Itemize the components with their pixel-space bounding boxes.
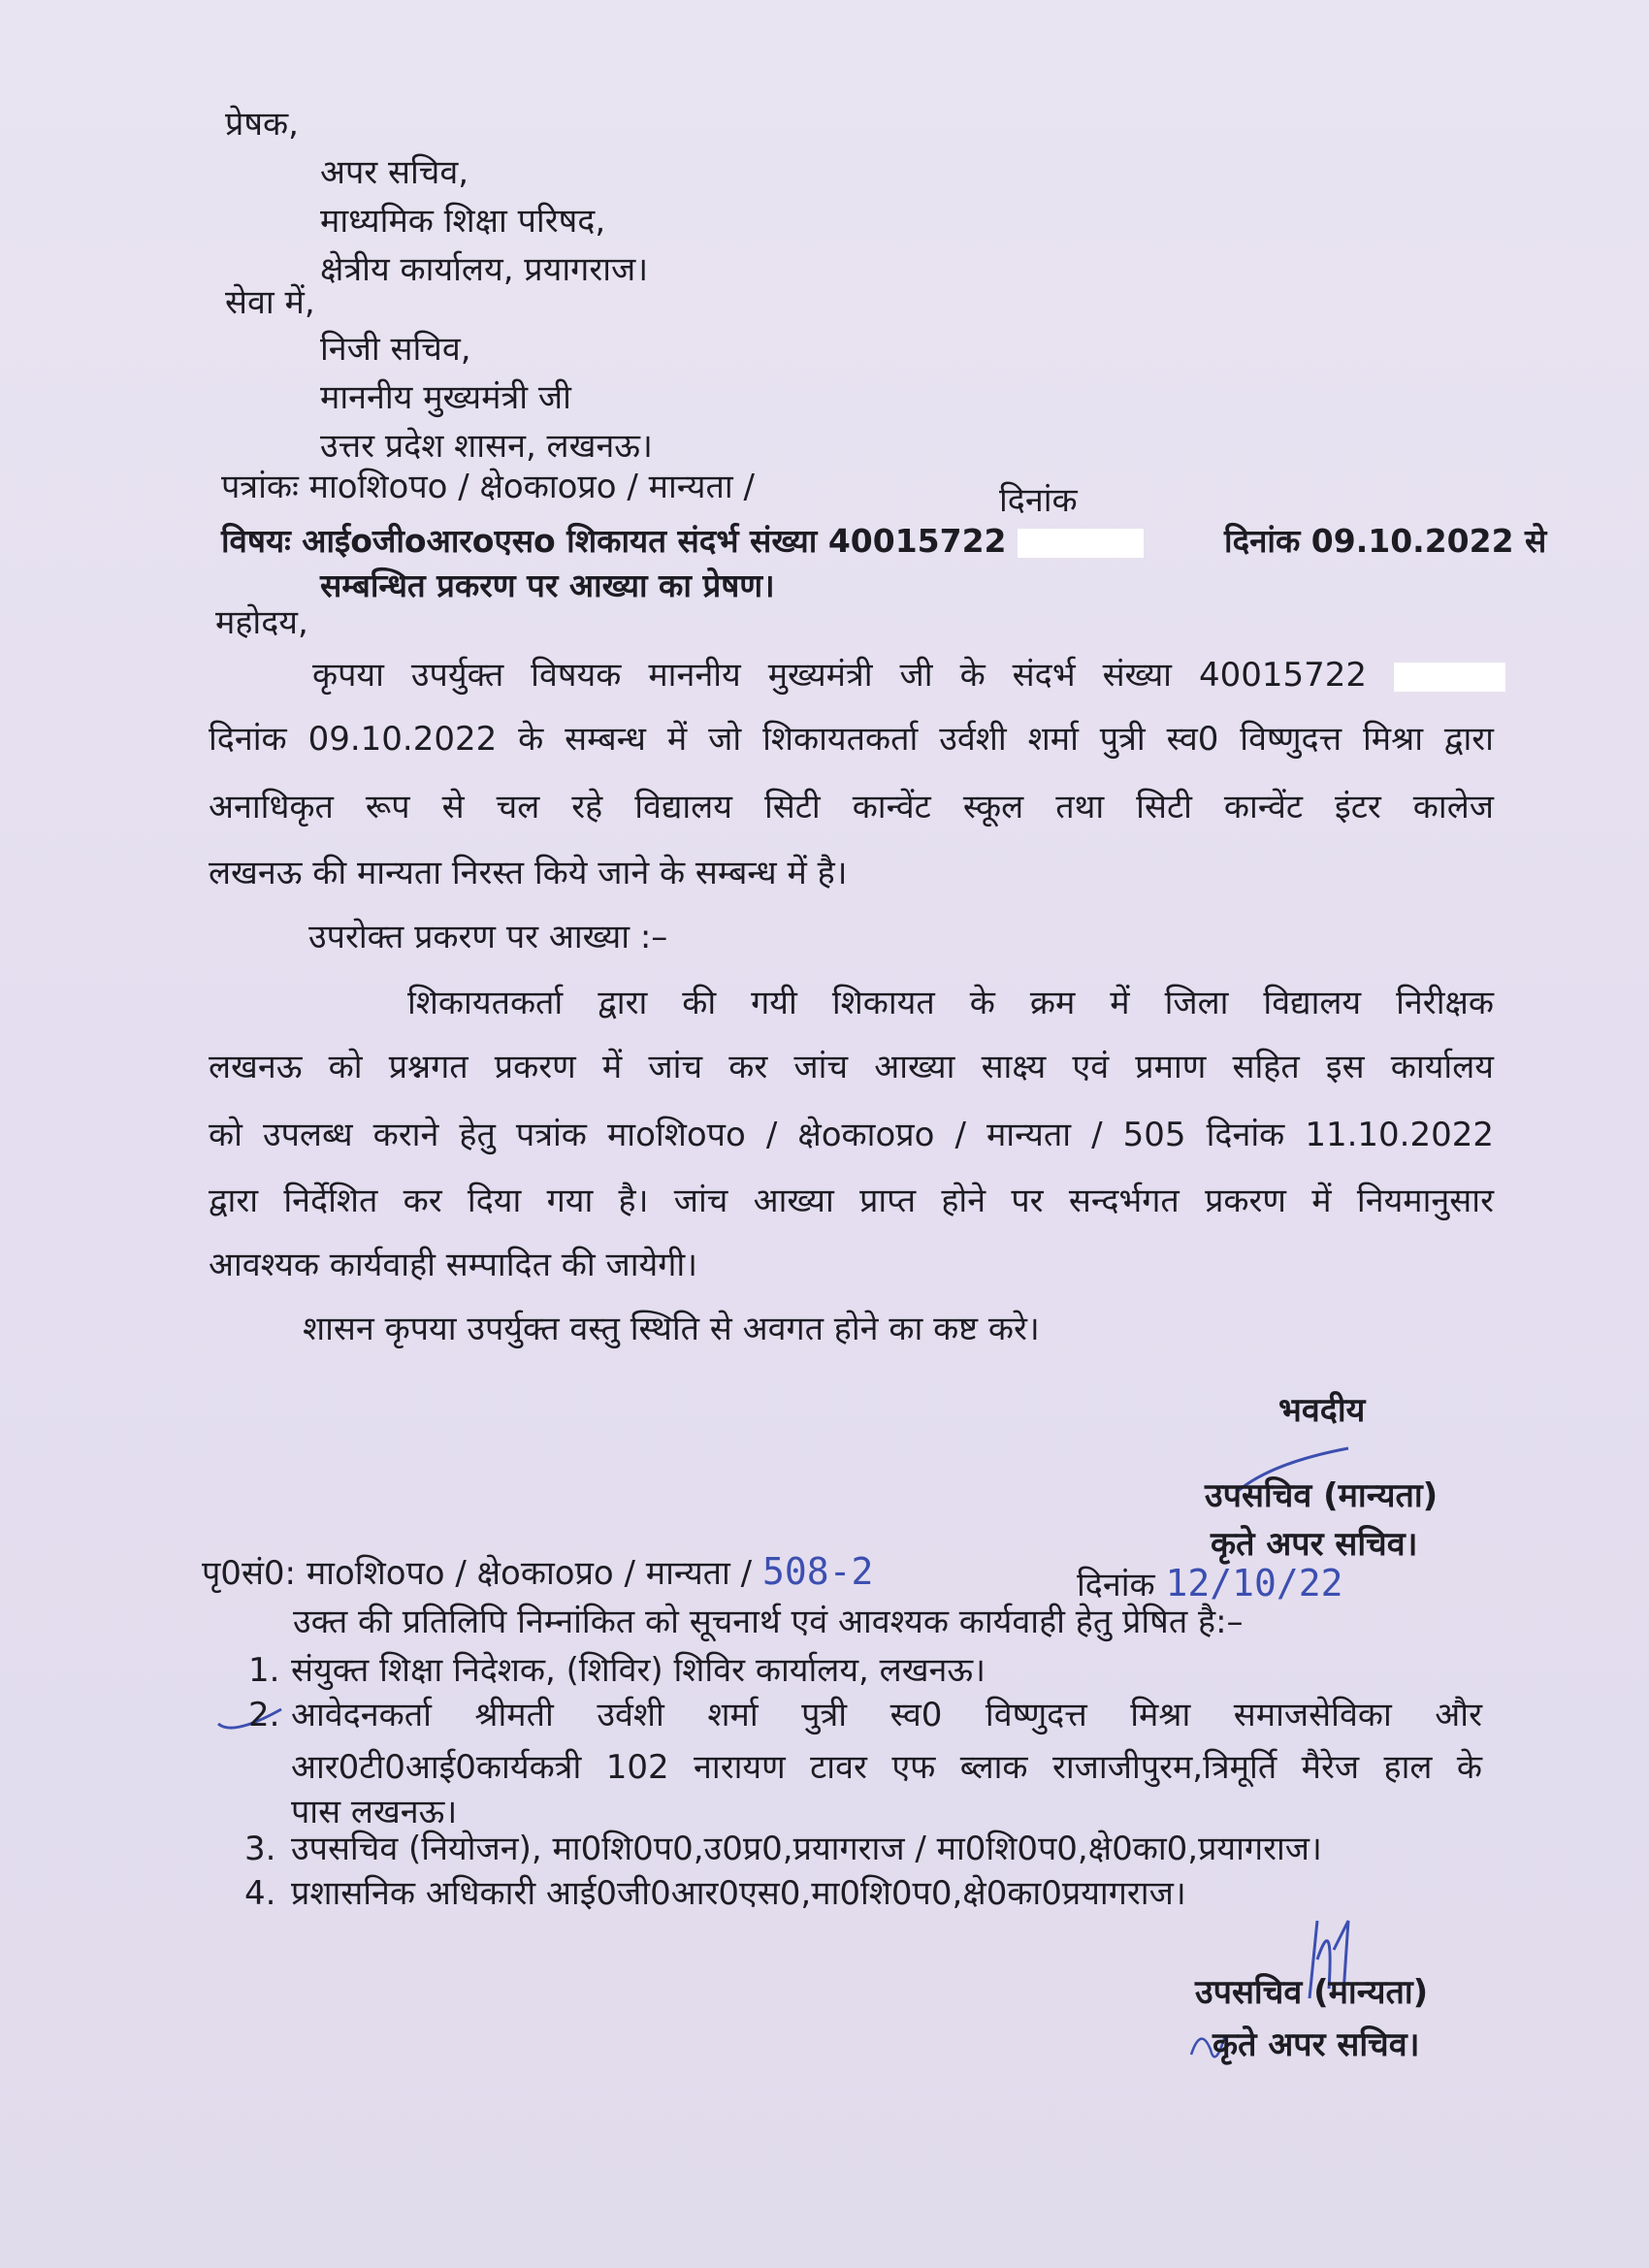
endorsement-date-label: दिनांक [1077,1566,1155,1604]
list-item-2-line-3: पास लखनऊ। [291,1793,458,1831]
sender-line-3: क्षेत्रीय कार्यालय, प्रयागराज। [320,250,649,289]
sender-line-1: अपर सचिव, [320,153,469,192]
endorsement-on-behalf: कृते अपर सचिव। [1212,2025,1420,2064]
redaction-box-2 [1394,663,1505,692]
para2-line-1: शिकायतकर्ता द्वारा की गयी शिकायत के क्रम में जिला विद्यालय निरीक्षक [407,984,1494,1022]
list-item-2-line-2: आर0टी0आई0कार्यकत्री 102 नारायण टावर एफ ब्लाक राजाजीपुरम,त्रिमूर्ति मैरेज हाल के [291,1748,1482,1787]
list-item-4-num: 4. [244,1874,276,1913]
closing-on-behalf: कृते अपर सचिव। [1211,1525,1418,1564]
endorsement-designation: उपसचिव (मान्यता) [1195,1973,1429,2012]
para2-line-3: को उपलब्ध कराने हेतु पत्रांक माoशिoपo / क्षेoकाoप्रo / मान्यता / 505 दिनांक 11.10.2022 [209,1116,1494,1154]
para1-line-1 [312,654,1505,697]
redaction-box [1018,529,1144,558]
endorsement-date-handwritten: 12/10/22 [1165,1562,1343,1604]
list-item-1: संयुक्त शिक्षा निदेशक, (शिविर) शिविर कार्यालय, लखनऊ। [291,1651,986,1690]
closing-yours: भवदीय [1278,1391,1366,1430]
sender-heading: प्रेषक, [225,105,299,144]
closing-designation: उपसचिव (मान्यता) [1205,1476,1439,1515]
endorsement-intro: उक्त की प्रतिलिपि निम्नांकित को सूचनार्थ एवं आवश्यक कार्यवाही हेतु प्रेषित है:– [293,1603,1244,1641]
reference-date-label: दिनांक [999,481,1078,520]
para1-line-3: अनाधिकृत रूप से चल रहे विद्यालय सिटी कान्वेंट स्कूल तथा सिटी कान्वेंट इंटर कालेज [209,788,1494,826]
subject-prefix: विषयः आईoजीoआरoएसo शिकायत संदर्भ संख्या [221,522,818,560]
para2-line-4: द्वारा निर्देशित कर दिया गया है। जांच आख्या प्राप्त होने पर सन्दर्भगत प्रकरण में नियमानुसार [209,1182,1494,1220]
recipient-heading: सेवा में, [225,283,315,322]
recipient-line-3: उत्तर प्रदेश शासन, लखनऊ। [320,427,653,466]
recipient-line-2: माननीय मुख्यमंत्री जी [320,378,571,417]
para2-line-5: आवश्यक कार्यवाही सम्पादित की जायेगी। [209,1246,698,1284]
report-heading: उपरोक्त प्रकरण पर आख्या :– [308,918,668,956]
endorsement-ref-handwritten: 508-2 [761,1550,874,1593]
para1-line-4: लखनऊ की मान्यता निरस्त किये जाने के सम्बन्ध में है। [209,854,848,892]
subject-date: दिनांक 09.10.2022 से [1224,522,1547,560]
para1-line-1-text: कृपया उपर्युक्त विषयक माननीय मुख्यमंत्री जी के संदर्भ संख्या 40015722 [312,656,1368,695]
list-item-4: प्रशासनिक अधिकारी आई0जी0आर0एस0,मा0शि0प0,क्षे0का0प्रयागराज। [291,1874,1186,1913]
list-item-3: उपसचिव (नियोजन), मा0शि0प0,उ0प्र0,प्रयागराज / मा0शि0प0,क्षे0का0,प्रयागराज। [291,1830,1322,1868]
list-item-2-line-1: आवेदनकर्ता श्रीमती उर्वशी शर्मा पुत्री स्व0 विष्णुदत्त मिश्रा समाजसेविका और [291,1696,1482,1734]
sender-line-2: माध्यमिक शिक्षा परिषद, [320,202,606,241]
endorsement-ref-label: पृ0सं0: माoशिoपo / क्षेoकाoप्रo / मान्यता / [202,1554,753,1593]
subject-number: 40015722 [827,522,1007,560]
salutation: महोदय, [215,603,308,642]
para1-line-2: दिनांक 09.10.2022 के सम्बन्ध में जो शिकायतकर्ता उर्वशी शर्मा पुत्री स्व0 विष्णुदत्त मिश्रा द्वारा [209,720,1494,759]
para2-line-2: लखनऊ को प्रश्नगत प्रकरण में जांच कर जांच आख्या साक्ष्य एवं प्रमाण सहित इस कार्यालय [209,1048,1494,1086]
list-item-2-num: 2. [248,1696,280,1734]
reference-number: पत्रांकः माoशिoपo / क्षेoकाoप्रo / मान्यता / [221,468,755,506]
list-item-3-num: 3. [244,1830,276,1868]
subject-line-2: सम्बन्धित प्रकरण पर आख्या का प्रेषण। [320,567,775,604]
endorsement-reference [202,1550,873,1595]
list-item-1-num: 1. [248,1651,280,1690]
para3: शासन कृपया उपर्युक्त वस्तु स्थिति से अवगत होने का कष्ट करे। [303,1310,1040,1348]
recipient-line-1: निजी सचिव, [320,330,471,369]
subject-line-1 [221,520,1546,563]
